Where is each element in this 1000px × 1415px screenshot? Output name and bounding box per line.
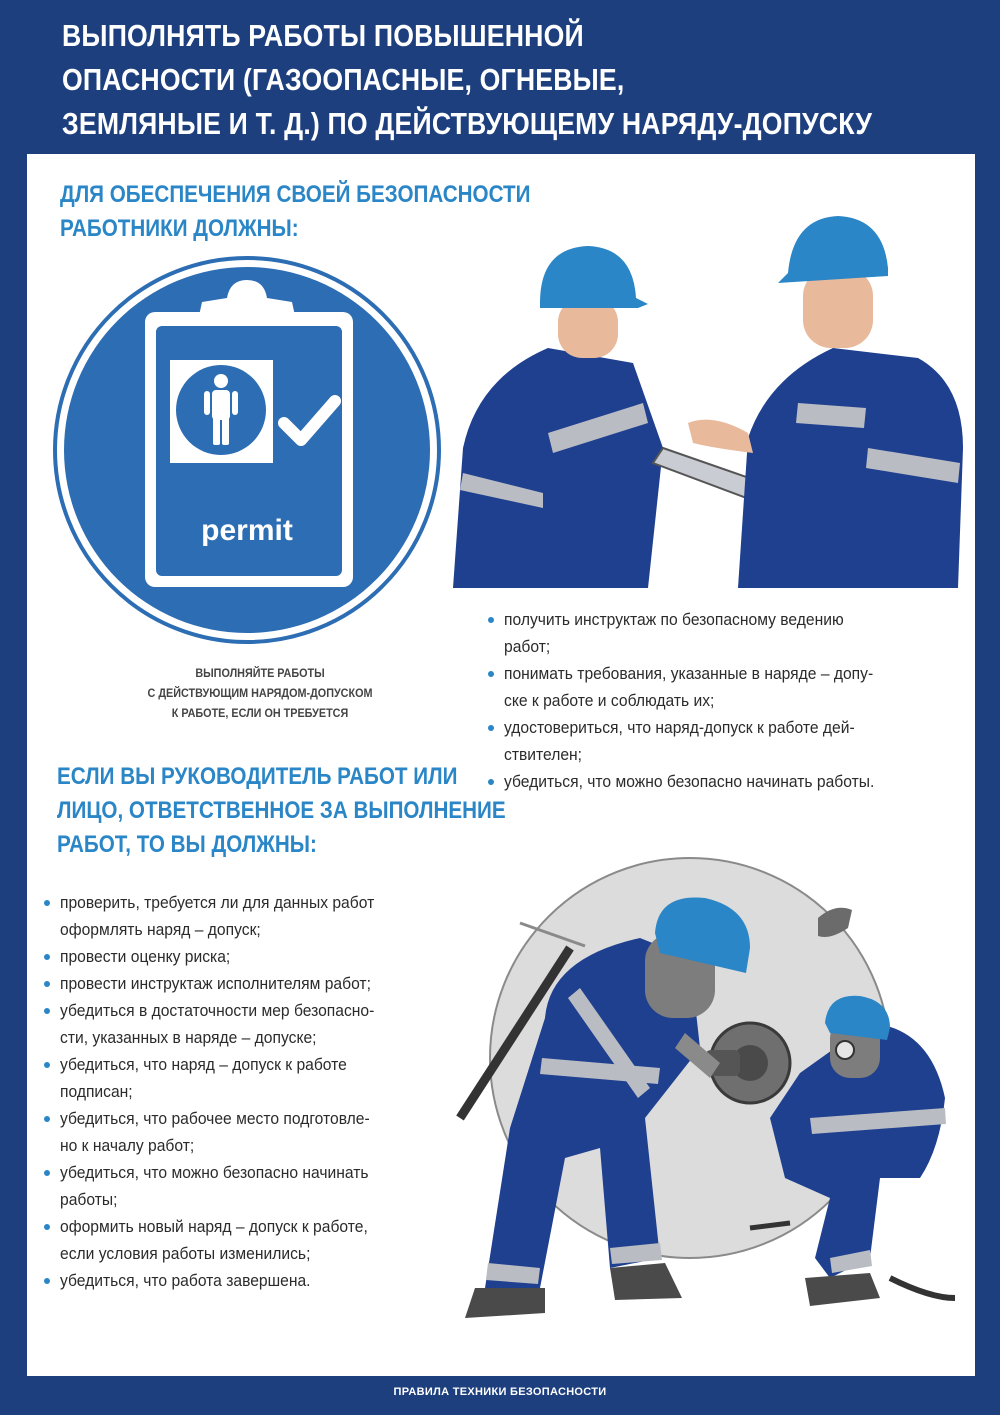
list-item [40, 1213, 470, 1267]
list-item-line: убедиться, что можно безопасно начинать [60, 1163, 369, 1182]
heading-line: ЕСЛИ ВЫ РУКОВОДИТЕЛЬ РАБОТ ИЛИ [57, 763, 458, 790]
list-item-line: получить инструктаж по безопасному ведению [504, 610, 844, 629]
hard-hat-icon [778, 216, 888, 283]
heading-line: ДЛЯ ОБЕСПЕЧЕНИЯ СВОЕЙ БЕЗОПАСНОСТИ [60, 181, 531, 208]
list-item-line: провести оценку риска; [60, 947, 231, 966]
list-item-line: проверить, требуется ли для данных работ [60, 893, 375, 912]
list-item [40, 970, 470, 997]
list-item [484, 660, 964, 714]
list-item-line: удостовериться, что наряд-допуск к работе дей- [504, 718, 855, 737]
list-item [40, 1105, 470, 1159]
list-item-line: убедиться, что наряд – допуск к работе [60, 1055, 347, 1074]
worker-right [688, 216, 963, 588]
list-item [40, 1267, 470, 1294]
sign-caption [90, 663, 430, 723]
list-item-line: работы; [60, 1190, 118, 1209]
list-item [40, 1051, 470, 1105]
hard-hat-icon [540, 246, 648, 308]
list-item-line: оформлять наряд – допуск; [60, 920, 261, 939]
list-item-line: убедиться, что рабочее место подготовле- [60, 1109, 370, 1128]
list-item-line: убедиться в достаточности мер безопасно- [60, 1001, 375, 1020]
list-item-line: оформить новый наряд – допуск к работе, [60, 1217, 368, 1236]
workers-illustration [448, 208, 978, 598]
list-item-line: ствителен; [504, 745, 583, 764]
list-item [40, 943, 470, 970]
list-item-line: убедиться, что можно безопасно начинать работы. [504, 772, 875, 791]
title-line: ОПАСНОСТИ (ГАЗООПАСНЫЕ, ОГНЕВЫЕ, [62, 62, 625, 97]
list-item-line: работ; [504, 637, 551, 656]
caption-line: ВЫПОЛНЯЙТЕ РАБОТЫ [195, 666, 325, 680]
list-item-line: убедиться, что работа завершена. [60, 1271, 311, 1290]
poster-title [62, 14, 962, 146]
title-line: ЗЕМЛЯНЫЕ И Т. Д.) ПО ДЕЙСТВУЮЩЕМУ НАРЯДУ-ДОПУСКУ [62, 106, 873, 141]
list-item-line: подписан; [60, 1082, 133, 1101]
list-item [484, 606, 964, 660]
permit-sign-icon [52, 255, 442, 645]
caption-line: С ДЕЙСТВУЮЩИМ НАРЯДОМ-ДОПУСКОМ [147, 686, 373, 700]
list-item [40, 997, 470, 1051]
heading-line: РАБОТНИКИ ДОЛЖНЫ: [60, 215, 299, 242]
list-item [40, 889, 470, 943]
list-item-line: провести инструктаж исполнителям работ; [60, 974, 371, 993]
list-item-line: понимать требования, указанные в наряде – допу- [504, 664, 874, 683]
title-line: ВЫПОЛНЯТЬ РАБОТЫ ПОВЫШЕННОЙ [62, 18, 584, 53]
footer-text: ПРАВИЛА ТЕХНИКИ БЕЗОПАСНОСТИ [393, 1386, 607, 1398]
list-item-line: если условия работы изменились; [60, 1244, 311, 1263]
list-item-line: но к началу работ; [60, 1136, 195, 1155]
heading-line: ЛИЦО, ОТВЕТСТВЕННОЕ ЗА ВЫПОЛНЕНИЕ [57, 797, 506, 824]
list-item-line: сти, указанных в наряде – допуске; [60, 1028, 317, 1047]
permit-label: permit [201, 514, 293, 547]
list-item [40, 1159, 470, 1213]
list-item-line: ске к работе и соблюдать их; [504, 691, 715, 710]
caption-line: К РАБОТЕ, ЕСЛИ ОН ТРЕБУЕТСЯ [171, 706, 349, 720]
manager-duties-list [40, 889, 470, 1294]
heading-line: РАБОТ, ТО ВЫ ДОЛЖНЫ: [57, 831, 317, 858]
confined-space-illustration [450, 818, 970, 1348]
worker-left [453, 246, 663, 588]
